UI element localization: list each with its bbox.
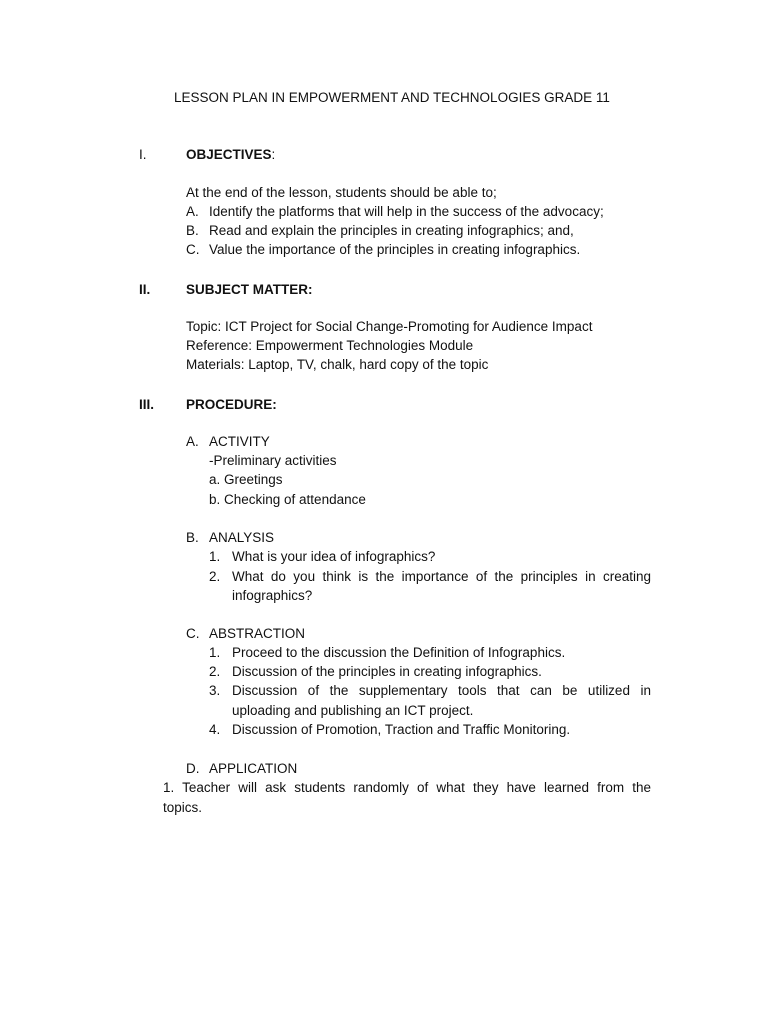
subject-reference: Reference: Empowerment Technologies Module: [186, 338, 474, 353]
activity-line-1: -Preliminary activities: [209, 453, 337, 468]
activity-line-2: a. Greetings: [209, 472, 283, 487]
abstraction-text-3-cont: uploading and publishing an ICT project.: [232, 703, 474, 718]
objectives-heading-text: OBJECTIVES: [186, 147, 272, 162]
analysis-text-2: What do you think is the importance of the principles in creating: [232, 569, 651, 584]
activity-label: ACTIVITY: [209, 434, 270, 449]
application-text: 1. Teacher will ask students randomly of what they have learned from the: [163, 780, 651, 795]
page-title: LESSON PLAN IN EMPOWERMENT AND TECHNOLOGIES GRADE 11: [174, 90, 610, 105]
objectives-heading-colon: :: [271, 147, 276, 162]
abstraction-text-3: Discussion of the supplementary tools that can be utilized in: [232, 683, 651, 698]
subject-matter-heading: SUBJECT MATTER:: [186, 282, 313, 297]
section-numeral-procedure: III.: [139, 397, 155, 412]
objective-marker-c: C.: [186, 242, 200, 257]
abstraction-marker: C.: [186, 626, 200, 641]
abstraction-num-1: 1.: [209, 645, 221, 660]
abstraction-text-2: Discussion of the principles in creating infographics.: [232, 664, 542, 679]
abstraction-text-4: Discussion of Promotion, Traction and Traffic Monitoring.: [232, 722, 571, 737]
procedure-heading: PROCEDURE:: [186, 397, 277, 412]
objective-text-a: Identify the platforms that will help in the success of the advocacy;: [209, 204, 604, 219]
abstraction-text-1: Proceed to the discussion the Definition of Infographics.: [232, 645, 566, 660]
abstraction-num-4: 4.: [209, 722, 221, 737]
analysis-text-2-cont: infographics?: [232, 588, 313, 603]
activity-line-3: b. Checking of attendance: [209, 492, 366, 507]
abstraction-num-3: 3.: [209, 683, 221, 698]
activity-marker: A.: [186, 434, 199, 449]
objective-text-b: Read and explain the principles in creating infographics; and,: [209, 223, 574, 238]
objectives-heading: [186, 145, 275, 164]
subject-materials: Materials: Laptop, TV, chalk, hard copy of the topic: [186, 357, 489, 372]
abstraction-label: ABSTRACTION: [209, 626, 306, 641]
objective-text-c: Value the importance of the principles in creating infographics.: [209, 242, 581, 257]
section-numeral-subject: II.: [139, 282, 151, 297]
application-text-cont: topics.: [163, 800, 203, 815]
objectives-intro: At the end of the lesson, students should be able to;: [186, 185, 497, 200]
analysis-num-2: 2.: [209, 569, 221, 584]
objective-marker-a: A.: [186, 204, 199, 219]
analysis-text-1: What is your idea of infographics?: [232, 549, 436, 564]
analysis-label: ANALYSIS: [209, 530, 275, 545]
application-label: APPLICATION: [209, 761, 298, 776]
section-numeral-objectives: I.: [139, 147, 147, 162]
abstraction-num-2: 2.: [209, 664, 221, 679]
application-marker: D.: [186, 761, 200, 776]
analysis-marker: B.: [186, 530, 199, 545]
objective-marker-b: B.: [186, 223, 199, 238]
subject-topic: Topic: ICT Project for Social Change-Promoting for Audience Impact: [186, 319, 593, 334]
analysis-num-1: 1.: [209, 549, 221, 564]
